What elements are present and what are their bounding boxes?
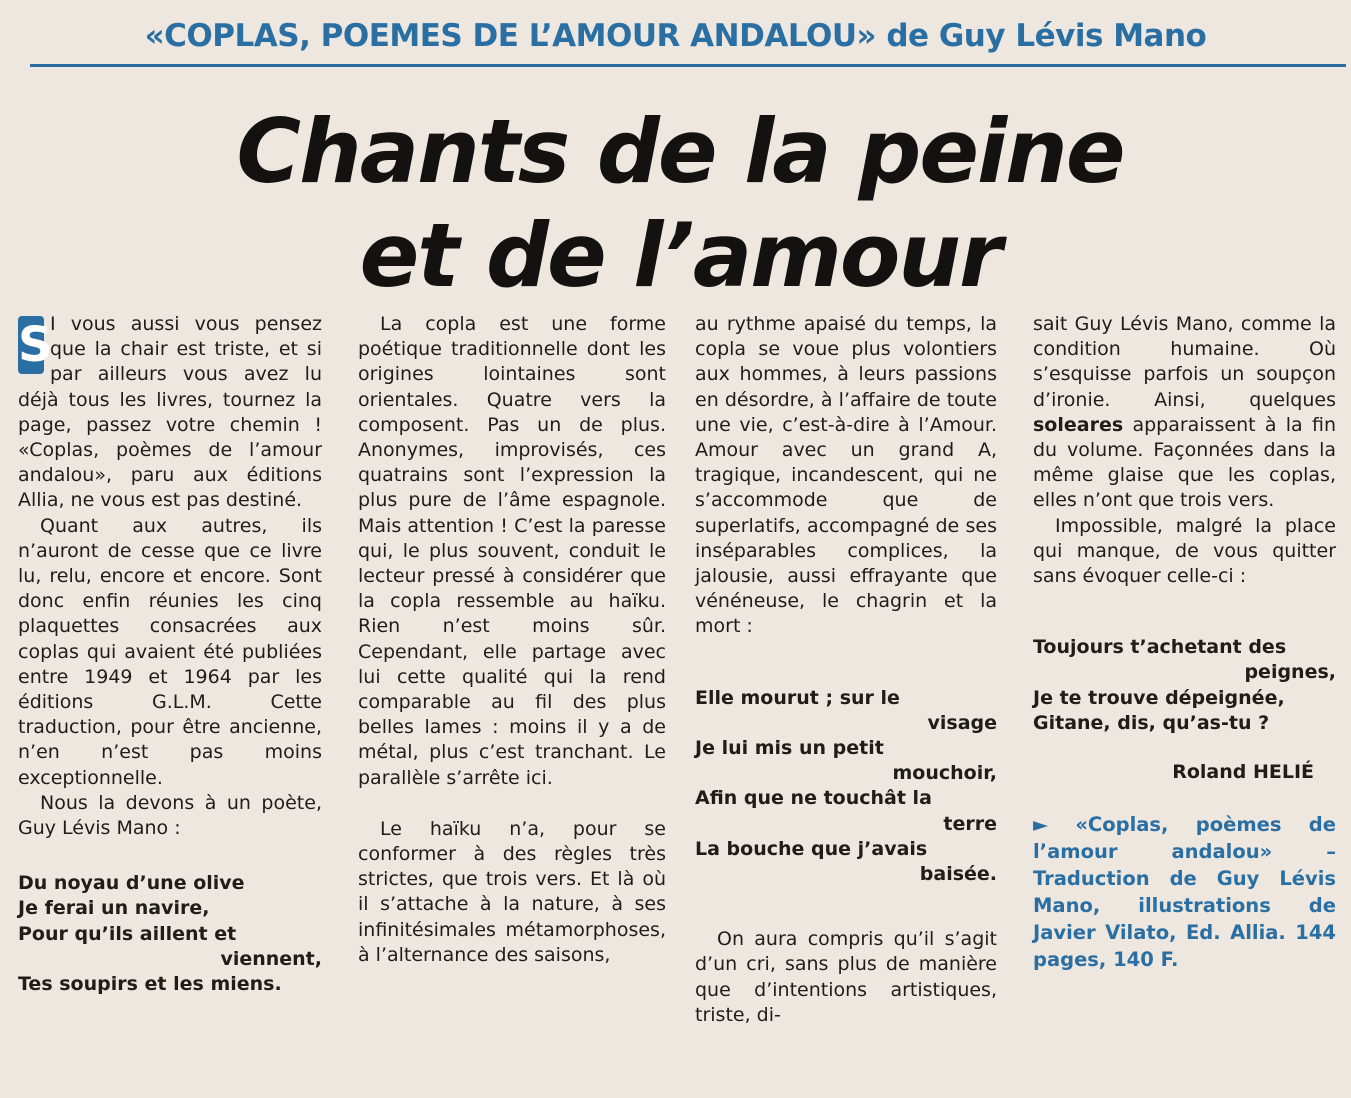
verse-line: Afin que ne touchât la [695,787,932,810]
drop-cap: S [18,317,53,373]
column-2 [358,312,666,968]
paragraph-intro [18,312,322,514]
column-1 [18,312,322,997]
paragraph-soleares [1033,312,1336,514]
verse-line: baisée. [919,863,997,886]
paragraph-intro-text: I vous aussi vous pensez que la chair est triste, et si par ailleurs vous avez lu déjà tous les livres, tournez la page, passez votre chemin ! «Coplas, poèmes de l’amour andalou», paru aux éditions Allia, ne vous est pas destiné. [18,313,322,512]
verse-mourut [695,686,997,888]
verse-line: Tes soupirs et les miens. [18,973,282,996]
verse-line: Du noyau d’une olive [18,872,245,895]
paragraph-rhythm: au rythme apaisé du temps, la copla se voue plus volontiers aux hommes, à leurs passions en désordre, à l’affaire de toute une vie, c’est-à-dire à l’Amour. Amour avec un grand A, tragique, incandescent, qui ne s’accommode que de superlatifs, accompagné de ses inséparables complices, la jalousie, aussi effrayante que vénéneuse, le chagrin et la mort : [695,313,997,638]
verse-line: Gitane, dis, qu’as-tu ? [1033,711,1270,734]
verse-peignes [1033,635,1336,736]
headline-line-2: et de l’amour [359,204,1001,307]
text-run: apparaissent à la fin du volume. Façonnées dans la même glaise que les coplas, elles n’ont que trois vers. [1033,413,1336,512]
paragraph-copla-form: La copla est une forme poétique traditionnelle dont les origines lointaines sont orientales. Quatre vers la composent. Pas un de plus. Anonymes, improvisés, ces quatrains sont l’expression la plus pure de l’âme espagnole. Mais attention ! C’est la paresse qui, le plus souvent, conduit le lecteur pressé à considérer que la copla ressemble au haïku. Rien n’est moins sûr. Cependant, elle partage avec lui cette qualité qui la rend comparable au fil des plus belles lames : moins il y a de métal, plus c’est tranchant. Le parallèle s’arrête ici. [358,313,666,789]
verse-line: Je te trouve dépeignée, [1033,686,1285,709]
paragraph-poet: Nous la devons à un poète, Guy Lévis Mano : [18,791,322,840]
verse-line: peignes, [1244,661,1336,684]
verse-line: Je lui mis un petit [695,737,884,760]
verse-line: terre [943,812,997,835]
paragraph-haiku: Le haïku n’a, pour se conformer à des règles très strictes, que trois vers. Et là où il s’attache à la nature, à ses infinitésimales métamorphoses, à l’alternance des saisons, [358,817,666,966]
verse-olive [18,871,322,997]
verse-line: Elle mourut ; sur le [695,686,900,709]
verse-line: La bouche que j’avais [695,837,928,860]
column-4 [1033,312,1336,973]
verse-line: viennent, [220,947,322,970]
paragraph-others: Quant aux autres, ils n’auront de cesse que ce livre lu, relu, encore et encore. Sont donc enfin réunies les cinq plaquettes consacrées aux coplas qui avaient été publiées entre 1949 et 1964 par les éditions G.L.M. Cette traduction, pour être ancienne, n’en n’est pas moins exceptionnelle. [18,514,322,789]
verse-line: mouchoir, [892,762,997,785]
verse-line: Pour qu’ils aillent et [18,922,237,945]
verse-line: Toujours t’achetant des [1033,636,1287,659]
verse-line: visage [927,711,997,734]
verse-line: Je ferai un navire, [18,897,210,920]
article-headline [160,100,1200,308]
text-run: sait Guy Lévis Mano, comme la condition humaine. Où s’esquisse parfois un soupçon d’ironie. Ainsi, quelques [1033,313,1336,411]
text-run-bold: soleares [1033,413,1124,436]
paragraph-cri: On aura compris qu’il s’agit d’un cri, sans plus de manière que d’intentions artistiques, triste, di- [695,928,997,1026]
article-kicker: «COPLAS, POEMES DE L’AMOUR ANDALOU» de Guy Lévis Mano [144,18,1207,54]
column-3 [695,312,997,1028]
author-signature: Roland HELIÉ [1172,761,1314,784]
paragraph-impossible: Impossible, malgré la place qui manque, de vous quitter sans évoquer celle-ci : [1033,514,1336,588]
kicker-rule [30,64,1346,67]
headline-line-1: Chants de la peine [236,100,1124,203]
book-info: ► «Coplas, poèmes de l’amour andalou» – Traduction de Guy Lévis Mano, illustrations de Javier Vilato, Ed. Allia. 144 pages, 140 F. [1033,813,1336,972]
